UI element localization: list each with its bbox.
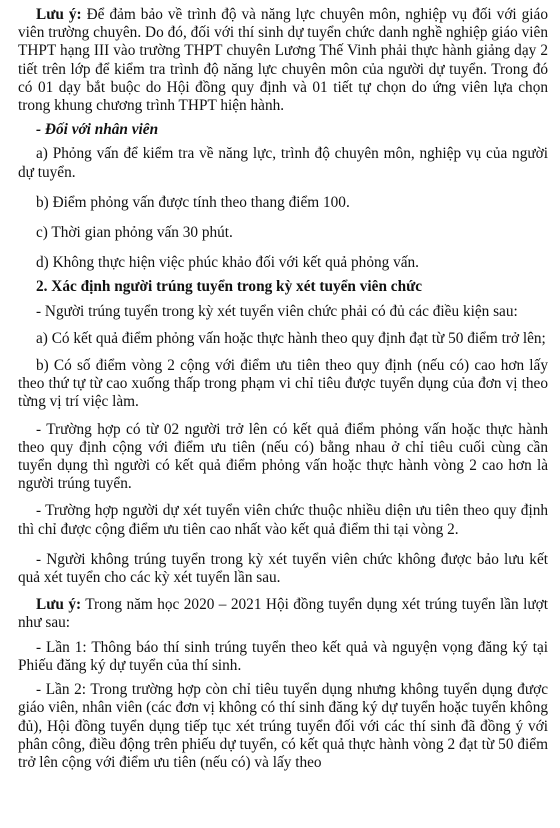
- staff-item-a: a) Phỏng vấn để kiểm tra về năng lực, trình độ chuyên môn, nghiệp vụ của người dự tuyển.: [18, 145, 548, 181]
- note-text: Để đảm bảo về trình độ và năng lực chuyên môn, nghiệp vụ đối với giáo viên trường chuyên. Do đó, đối với thí sinh dự tuyển chức danh nghề nghiệp giáo viên THPT hạng III vào trường THPT chuyên Lương Thế Vinh phải thực hành giảng dạy 2 tiết trên lớp để kiểm tra trình độ năng lực chuyên môn của người dự tuyển. Trong đó có 01 dạy bắt buộc do Hội đồng quy định và 01 tiết tự chọn do ứng viên lựa chọn trong khung chương trình THPT hiện hành.: [18, 6, 548, 115]
- staff-item-d: d) Không thực hiện việc phúc khảo đối với kết quả phỏng vấn.: [36, 254, 419, 272]
- note-paragraph: [18, 6, 548, 115]
- section-intro: - Người trúng tuyển trong kỳ xét tuyển viên chức phải có đủ các điều kiện sau:: [36, 302, 518, 320]
- round1-paragraph: - Lần 1: Thông báo thí sinh trúng tuyển theo kết quả và nguyện vọng đăng ký tại Phiếu đăng ký dự tuyển của thí sinh.: [18, 638, 548, 674]
- staff-heading: - Đối với nhân viên: [36, 121, 159, 139]
- round2-paragraph: - Lần 2: Trong trường hợp còn chỉ tiêu tuyển dụng nhưng không tuyển dụng được giáo viên, nhân viên (các đơn vị không có thí sinh đăng ký dự tuyển hoặc tuyển không đủ), Hội đồng tuyển dụng tiếp tục xét trúng tuyển đối với các thí sinh đã đồng ý với phân công, điều động trên phiếu dự tuyển, có kết quả thực hành vòng 2 đạt từ 50 điểm trở lên cộng với điểm ưu tiên (nếu có) và lấy theo: [18, 681, 548, 771]
- note2-paragraph: [18, 596, 548, 632]
- condition-b: b) Có số điểm vòng 2 cộng với điểm ưu tiên theo quy định (nếu có) cao hơn lấy theo thứ tự từ cao xuống thấp trong phạm vi chỉ tiêu được tuyển dụng của đơn vị theo từng vị trí việc làm.: [18, 357, 548, 411]
- condition-a: a) Có kết quả điểm phỏng vấn hoặc thực hành theo quy định đạt từ 50 điểm trở lên;: [36, 329, 546, 347]
- staff-item-b: b) Điểm phỏng vấn được tính theo thang điểm 100.: [36, 193, 350, 211]
- priority-rule-paragraph: - Trường hợp người dự xét tuyển viên chức thuộc nhiều diện ưu tiên theo quy định thì chỉ được cộng điểm ưu tiên cao nhất vào kết quả điểm thi tại vòng 2.: [18, 502, 548, 538]
- note2-label: Lưu ý:: [36, 596, 82, 614]
- note-label: Lưu ý:: [36, 6, 82, 23]
- note2-text: Trong năm học 2020 – 2021 Hội đồng tuyển dụng xét trúng tuyển lần lượt như sau:: [18, 596, 548, 632]
- tie-rule-paragraph: - Trường hợp có từ 02 người trở lên có kết quả điểm phỏng vấn hoặc thực hành theo quy định cộng với điểm ưu tiên (nếu có) bằng nhau ở chỉ tiêu cuối cùng cần tuyển dụng thì người có kết quả điểm phỏng vấn hoặc thực hành vòng 2 cao hơn là người trúng tuyển.: [18, 420, 548, 493]
- no-reservation-paragraph: - Người không trúng tuyển trong kỳ xét tuyển viên chức không được bảo lưu kết quả xét tuyển cho các kỳ xét tuyển lần sau.: [18, 550, 548, 587]
- staff-item-c: c) Thời gian phỏng vấn 30 phút.: [36, 224, 233, 242]
- section-heading: 2. Xác định người trúng tuyển trong kỳ xét tuyển viên chức: [36, 278, 423, 296]
